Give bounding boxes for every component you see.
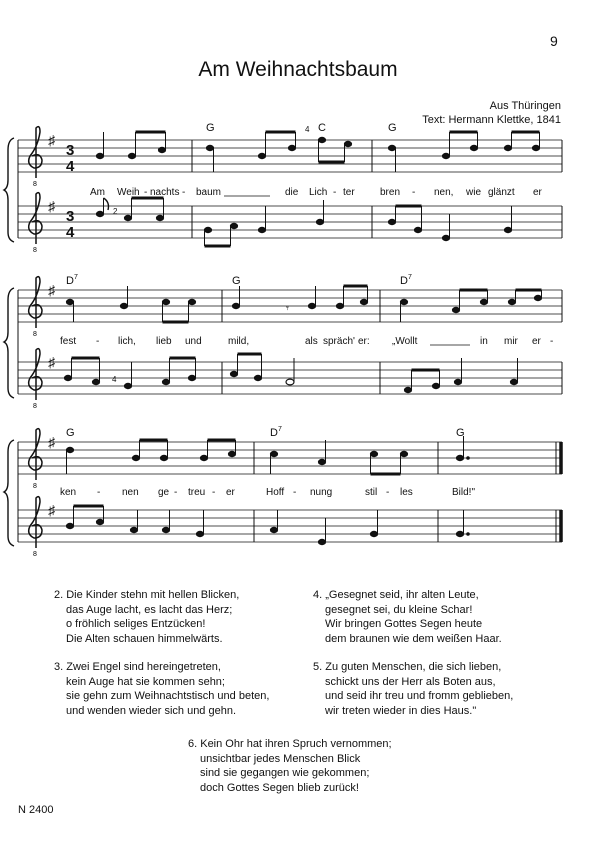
lyric-syllable: die bbox=[285, 187, 299, 198]
lyric-hyphen: - bbox=[412, 187, 416, 198]
verse-5 bbox=[313, 660, 513, 718]
lyric-syllable: in bbox=[480, 336, 488, 347]
lyric-syllable: baum bbox=[196, 187, 222, 198]
lyric-syllable: les bbox=[400, 487, 413, 498]
lyric-syllable: Lich bbox=[309, 187, 328, 198]
lyric-hyphen: - bbox=[212, 487, 216, 498]
lyrics bbox=[60, 336, 553, 347]
treble-clef-icon bbox=[29, 497, 42, 548]
sharp-icon: ♯ bbox=[48, 354, 55, 370]
lyric-syllable: nung bbox=[310, 487, 333, 498]
verse-2 bbox=[54, 588, 239, 646]
upper-notes bbox=[66, 286, 541, 322]
lyric-syllable: bren bbox=[380, 187, 401, 198]
verse-4 bbox=[313, 588, 502, 646]
finger-mark: 4 bbox=[112, 375, 117, 384]
verse-6 bbox=[188, 737, 392, 795]
system-2 bbox=[4, 274, 562, 410]
song-origin: Aus Thüringen bbox=[489, 100, 561, 112]
clefs bbox=[29, 277, 42, 410]
verse-line: doch Gottes Segen blieb zurück! bbox=[200, 781, 359, 794]
catalog-number: N 2400 bbox=[18, 804, 54, 816]
system-1 bbox=[4, 122, 562, 254]
verse-line: wir treten wieder in dies Haus." bbox=[325, 704, 477, 717]
lyric-syllable: ge bbox=[158, 487, 170, 498]
song-text-credit: Text: Hermann Klettke, 1841 bbox=[422, 114, 561, 126]
lyric-syllable: als bbox=[305, 336, 318, 347]
chord-symbol: $D^7$ bbox=[66, 274, 78, 287]
verse-line: 2. Die Kinder stehn mit hellen Blicken, bbox=[54, 589, 240, 601]
lyric-syllable: Bild!" bbox=[452, 487, 476, 498]
lyric-syllable: ter bbox=[343, 187, 355, 198]
chord-symbol: G bbox=[66, 427, 75, 439]
lyric-syllable: er: bbox=[358, 336, 370, 347]
lyric-syllable: glänzt bbox=[488, 187, 515, 198]
sharp-icon: ♯ bbox=[48, 132, 55, 148]
brace bbox=[4, 440, 14, 546]
lyric-syllable: fest bbox=[60, 336, 77, 347]
verse-line: dem braunen wie dem weißen Haar. bbox=[325, 632, 502, 645]
verse-line: das Auge lacht, es lacht das Herz; bbox=[66, 603, 233, 616]
lyric-syllable: lich, bbox=[118, 336, 136, 347]
lower-notes bbox=[64, 354, 517, 393]
lyric-syllable: Weih bbox=[117, 187, 140, 198]
time-signature bbox=[66, 142, 75, 241]
brace bbox=[4, 138, 14, 242]
clefs bbox=[29, 429, 42, 558]
treble-clef-icon bbox=[29, 429, 42, 480]
lyric-hyphen: - bbox=[386, 487, 390, 498]
lyric-hyphen: - bbox=[97, 487, 101, 498]
key-signature bbox=[48, 434, 56, 518]
chord-symbols bbox=[66, 426, 465, 439]
octave-mark: 8 bbox=[33, 247, 37, 254]
chord-symbol: G bbox=[206, 122, 215, 134]
octave-mark: 8 bbox=[33, 331, 37, 338]
octave-mark: 8 bbox=[33, 181, 37, 188]
verse-line: schickt uns der Herr als Boten aus, bbox=[325, 675, 496, 688]
lyric-hyphen: - bbox=[333, 187, 337, 198]
song-title: Am Weihnachtsbaum bbox=[198, 58, 398, 81]
lyric-hyphen: - bbox=[144, 187, 148, 198]
system-3 bbox=[4, 426, 562, 558]
lyric-syllable: er bbox=[533, 187, 542, 198]
lyric-syllable: treu bbox=[188, 487, 206, 498]
treble-clef-icon bbox=[29, 277, 42, 328]
lyric-syllable: er bbox=[226, 487, 235, 498]
lyric-syllable: mild, bbox=[228, 336, 250, 347]
treble-clef-icon bbox=[29, 193, 42, 244]
verse-line: sie gehn zum Weihnachtstisch und beten, bbox=[66, 690, 270, 703]
brace bbox=[4, 288, 14, 398]
rest-icon: 𝄾 bbox=[286, 303, 289, 315]
verse-line: und seid ihr treu und fromm geblieben, bbox=[325, 690, 514, 703]
verse-line: 3. Zwei Engel sind hereingetreten, bbox=[54, 661, 221, 673]
lyric-hyphen: - bbox=[550, 336, 554, 347]
time-signature-top: 3 bbox=[66, 208, 75, 225]
lyric-syllable: nen bbox=[122, 487, 139, 498]
key-signature bbox=[48, 282, 56, 370]
lyric-syllable: stil bbox=[365, 487, 378, 498]
sharp-icon: ♯ bbox=[48, 198, 55, 214]
verse-line: gesegnet sei, du kleine Schar! bbox=[325, 603, 473, 616]
chord-symbol: G bbox=[388, 122, 397, 134]
octave-mark: 8 bbox=[33, 551, 37, 558]
verse-line: Wir bringen Gottes Segen heute bbox=[325, 618, 483, 631]
lyric-syllable: wie bbox=[466, 187, 482, 198]
key-signature bbox=[48, 132, 56, 214]
chord-symbol: $D^7$ bbox=[400, 274, 412, 287]
lyric-hyphen: - bbox=[182, 187, 186, 198]
octave-mark: 8 bbox=[33, 483, 37, 490]
lyric-syllable: nachts bbox=[150, 187, 180, 198]
lyric-hyphen: - bbox=[293, 487, 297, 498]
time-signature-bottom: 4 bbox=[66, 158, 75, 175]
lyric-syllable: ken bbox=[60, 487, 77, 498]
lyric-syllable: mir bbox=[504, 336, 518, 347]
verse-line: Die Alten schauen himmelwärts. bbox=[66, 632, 223, 645]
lyric-hyphen: - bbox=[174, 487, 178, 498]
chord-symbol: C bbox=[318, 122, 326, 134]
sharp-icon: ♯ bbox=[48, 282, 55, 298]
verse-line: und wenden wieder sich und gehn. bbox=[66, 704, 237, 717]
page-number: 9 bbox=[550, 33, 558, 49]
chord-symbol: G bbox=[456, 427, 465, 439]
finger-mark: 2 bbox=[113, 207, 118, 216]
upper-notes bbox=[96, 132, 539, 172]
verse-line: o fröhlich seliges Entzücken! bbox=[66, 618, 206, 631]
verse-line: 5. Zu guten Menschen, die sich lieben, bbox=[313, 661, 502, 673]
treble-clef-icon bbox=[29, 349, 42, 400]
lyric-syllable: und bbox=[185, 336, 202, 347]
lyric-syllable: nen, bbox=[434, 187, 454, 198]
clefs bbox=[29, 127, 42, 254]
sharp-icon: ♯ bbox=[48, 502, 55, 518]
lower-notes bbox=[66, 506, 469, 545]
verse-3 bbox=[54, 660, 269, 718]
lyric-syllable: spräch' bbox=[323, 336, 355, 347]
verse-line: unsichtbar jedes Menschen Blick bbox=[200, 752, 361, 765]
sharp-icon: ♯ bbox=[48, 434, 55, 450]
chord-symbol: G bbox=[232, 275, 241, 287]
treble-clef-icon bbox=[29, 127, 42, 178]
lyric-syllable: „Wollt bbox=[392, 336, 418, 347]
time-signature-top: 3 bbox=[66, 142, 75, 159]
time-signature-bottom: 4 bbox=[66, 224, 75, 241]
chord-symbol: $D^7$ bbox=[270, 426, 282, 439]
lyric-syllable: Hoff bbox=[266, 487, 285, 498]
lyrics bbox=[90, 187, 543, 198]
verse-line: kein Auge hat sie kommen sehn; bbox=[66, 675, 225, 688]
octave-mark: 8 bbox=[33, 403, 37, 410]
verse-line: 4. „Gesegnet seid, ihr alten Leute, bbox=[313, 589, 479, 601]
finger-mark: 4 bbox=[305, 125, 310, 134]
verse-line: 6. Kein Ohr hat ihren Spruch vernommen; bbox=[188, 738, 392, 750]
verse-line: sind sie gegangen wie gekommen; bbox=[200, 767, 370, 780]
lyrics bbox=[60, 487, 475, 498]
lyric-syllable: lieb bbox=[156, 336, 172, 347]
chord-symbols bbox=[206, 122, 397, 134]
lyric-syllable: er bbox=[532, 336, 541, 347]
lyric-hyphen: - bbox=[96, 336, 100, 347]
lyric-syllable: Am bbox=[90, 187, 105, 198]
